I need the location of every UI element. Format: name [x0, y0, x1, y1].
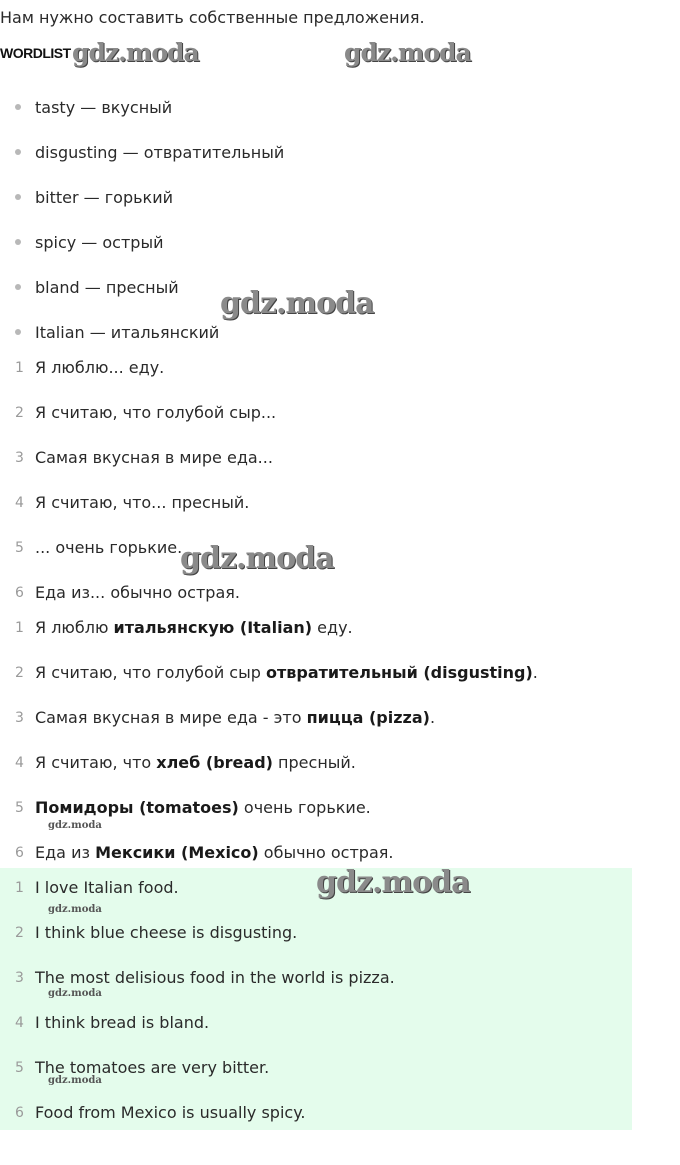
wordlist-item: bland — пресный — [35, 278, 179, 297]
answer-item: Еда из Мексики (Mexico) обычно острая. — [35, 843, 394, 862]
item-number: 4 — [15, 1015, 24, 1031]
item-number: 1 — [15, 880, 24, 896]
item-number: 4 — [15, 495, 24, 511]
answer-item: Я считаю, что голубой сыр отвратительный (disgusting). — [35, 663, 538, 682]
item-number: 2 — [15, 925, 24, 941]
item-number: 4 — [15, 755, 24, 771]
item-number: 6 — [15, 845, 24, 861]
item-number: 5 — [15, 1060, 24, 1076]
watermark: gdz.moda — [48, 904, 102, 915]
answer-item: The most delisious food in the world is pizza. — [35, 968, 395, 987]
answer-item: The tomatoes are very bitter. — [35, 1058, 270, 1077]
item-number: 5 — [15, 800, 24, 816]
prompt-item: Я считаю, что голубой сыр... — [35, 403, 277, 422]
item-number: 3 — [15, 710, 24, 726]
watermark: gdz.moda — [48, 988, 102, 999]
answer-item: I love Italian food. — [35, 878, 179, 897]
wordlist-item: Italian — итальянский — [35, 323, 220, 342]
answer-item: I think bread is bland. — [35, 1013, 210, 1032]
item-number: 6 — [15, 1105, 24, 1121]
answer-item: Помидоры (tomatoes) очень горькие. — [35, 798, 371, 817]
prompt-item: Я считаю, что... пресный. — [35, 493, 250, 512]
prompt-item: Я люблю... еду. — [35, 358, 165, 377]
item-number: 6 — [15, 585, 24, 601]
watermark: gdz.moda — [180, 541, 334, 576]
answer-item: Food from Mexico is usually spicy. — [35, 1103, 306, 1122]
item-number: 3 — [15, 970, 24, 986]
watermark: gdz.moda — [220, 286, 374, 321]
wordlist-item: bitter — горький — [35, 188, 173, 207]
bullet-icon — [15, 284, 21, 290]
wordlist-item: tasty — вкусный — [35, 98, 173, 117]
item-number: 5 — [15, 540, 24, 556]
answer-item: Я люблю итальянскую (Italian) еду. — [35, 618, 353, 637]
bullet-icon — [15, 149, 21, 155]
answer-item: Самая вкусная в мире еда - это пицца (pizza). — [35, 708, 436, 727]
watermark: gdz.moda — [48, 1075, 102, 1086]
bullet-icon — [15, 194, 21, 200]
item-number: 2 — [15, 405, 24, 421]
watermark: gdz.moda — [48, 820, 102, 831]
bullet-icon — [15, 104, 21, 110]
answer-item: I think blue cheese is disgusting. — [35, 923, 298, 942]
bullet-icon — [15, 329, 21, 335]
intro-text: Нам нужно составить собственные предложения. — [0, 8, 425, 27]
wordlist-title: WORDLIST — [0, 45, 71, 61]
watermark: gdz.moda — [316, 865, 470, 900]
item-number: 1 — [15, 620, 24, 636]
bullet-icon — [15, 239, 21, 245]
item-number: 3 — [15, 450, 24, 466]
item-number: 2 — [15, 665, 24, 681]
prompt-item: Еда из... обычно острая. — [35, 583, 240, 602]
item-number: 1 — [15, 360, 24, 376]
wordlist-item: disgusting — отвратительный — [35, 143, 285, 162]
prompt-item: ... очень горькие. — [35, 538, 183, 557]
wordlist-item: spicy — острый — [35, 233, 164, 252]
watermark: gdz.moda — [72, 38, 199, 67]
prompt-item: Самая вкусная в мире еда... — [35, 448, 273, 467]
answer-item: Я считаю, что хлеб (bread) пресный. — [35, 753, 356, 772]
watermark: gdz.moda — [344, 38, 471, 67]
